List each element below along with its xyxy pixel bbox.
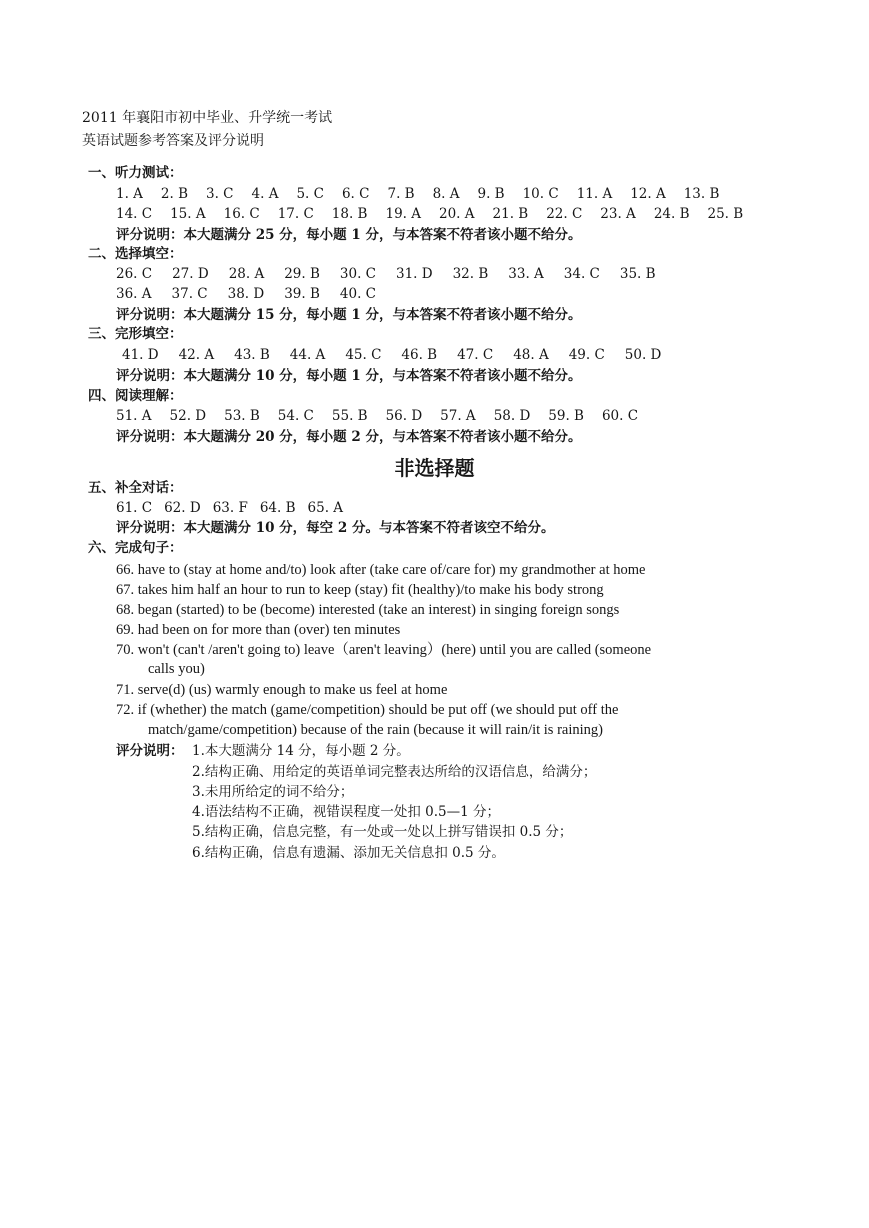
section-1-answers-row2 — [116, 204, 743, 224]
answer-item: 27. D — [172, 266, 209, 282]
answer-item: 14. C — [116, 206, 153, 222]
answer-item: 15. A — [170, 206, 206, 222]
sentence-72: 72. if (whether) the match (game/competition) should be put off (we should put off the — [116, 702, 619, 718]
answer-item: 23. A — [600, 206, 636, 222]
answer-item: 41. D — [122, 347, 159, 363]
rule-3: 3.未用所给定的词不给分； — [192, 784, 354, 800]
answer-item: 53. B — [224, 408, 260, 424]
answer-item: 20. A — [439, 206, 475, 222]
section-6-note-label: 评分说明： — [116, 743, 184, 759]
answer-item: 19. A — [385, 206, 421, 222]
answer-item: 63. F — [212, 500, 248, 516]
answer-item: 4. A — [251, 186, 279, 202]
answer-item: 49. C — [568, 347, 605, 363]
rule-5: 5.结构正确，信息完整，有一处或一处以上拼写错误扣 0.5 分； — [192, 824, 573, 840]
sentence-70-continued: calls you) — [148, 661, 205, 677]
rule-6: 6.结构正确，信息有遗漏、添加无关信息扣 0.5 分。 — [192, 845, 505, 861]
answer-item: 12. A — [630, 186, 666, 202]
answer-item: 3. C — [206, 186, 234, 202]
answer-item: 35. B — [619, 266, 656, 282]
sentence-71: 71. serve(d) (us) warmly enough to make us feel at home — [116, 682, 448, 698]
answer-item: 26. C — [116, 266, 153, 282]
answer-item: 34. C — [563, 266, 600, 282]
section-5-heading: 五、补全对话： — [88, 480, 183, 496]
document-subtitle: 英语试题参考答案及评分说明 — [82, 133, 264, 149]
answer-item: 13. B — [683, 186, 720, 202]
section-1-note: 评分说明：本大题满分 25 分，每小题 1 分，与本答案不符者该小题不给分。 — [116, 227, 582, 243]
answer-item: 54. C — [277, 408, 314, 424]
answer-item: 2. B — [160, 186, 189, 202]
answer-item: 11. A — [576, 186, 613, 202]
section-1-heading: 一、听力测试： — [88, 165, 183, 181]
answer-item: 59. B — [548, 408, 584, 424]
answer-item: 43. B — [234, 347, 270, 363]
section-2-heading: 二、选择填空： — [88, 246, 183, 262]
answer-item: 47. C — [457, 347, 494, 363]
document-title: 2011 年襄阳市初中毕业、升学统一考试 — [82, 110, 333, 126]
answer-item: 28. A — [228, 266, 265, 282]
answer-item: 37. C — [171, 286, 208, 302]
section-3-heading: 三、完形填空： — [88, 326, 183, 342]
answer-item: 58. D — [493, 408, 531, 424]
sentence-69: 69. had been on for more than (over) ten minutes — [116, 622, 401, 638]
answer-item: 32. B — [452, 266, 489, 282]
rule-1: 1.本大题满分 14 分，每小题 2 分。 — [192, 743, 410, 759]
answer-item: 6. C — [341, 186, 370, 202]
sentence-66: 66. have to (stay at home and/to) look after (take care of/care for) my grandmother at home — [116, 562, 646, 578]
rule-2: 2.结构正确、用给定的英语单词完整表达所给的汉语信息，给满分； — [192, 764, 597, 780]
answer-item: 30. C — [339, 266, 376, 282]
section-1-answers-row1 — [116, 184, 719, 204]
answer-item: 62. D — [164, 500, 201, 516]
answer-item: 22. C — [546, 206, 583, 222]
section-6-heading: 六、完成句子： — [88, 540, 183, 556]
answer-item: 17. C — [277, 206, 314, 222]
answer-item: 38. D — [227, 286, 265, 302]
answer-item: 51. A — [116, 408, 152, 424]
section-5-note: 评分说明：本大题满分 10 分，每空 2 分。与本答案不符者该空不给分。 — [116, 520, 555, 536]
answer-item: 16. C — [223, 206, 260, 222]
section-2-answers-row1 — [116, 264, 656, 284]
section-3-answers-row1 — [122, 345, 661, 365]
answer-item: 9. B — [477, 186, 505, 202]
answer-item: 44. A — [289, 347, 326, 363]
answer-item: 56. D — [385, 408, 423, 424]
answer-item: 48. A — [513, 347, 549, 363]
answer-item: 7. B — [387, 186, 415, 202]
answer-item: 39. B — [284, 286, 320, 302]
answer-item: 45. C — [345, 347, 382, 363]
answer-item: 65. A — [307, 500, 344, 516]
answer-item: 33. A — [508, 266, 544, 282]
nonchoice-title: 非选择题 — [394, 456, 475, 480]
section-4-note: 评分说明：本大题满分 20 分，每小题 2 分，与本答案不符者该小题不给分。 — [116, 429, 582, 445]
answer-item: 52. D — [169, 408, 207, 424]
answer-item: 1. A — [116, 186, 143, 202]
section-3-note: 评分说明：本大题满分 10 分，每小题 1 分，与本答案不符者该小题不给分。 — [116, 368, 582, 384]
answer-item: 57. A — [440, 408, 476, 424]
answer-item: 21. B — [492, 206, 529, 222]
answer-item: 25. B — [707, 206, 744, 222]
answer-item: 10. C — [522, 186, 559, 202]
answer-item: 18. B — [331, 206, 368, 222]
answer-item: 8. A — [432, 186, 460, 202]
sentence-70: 70. won't (can't /aren't going to) leave（aren't leaving）(here) until you are called (someone — [116, 642, 652, 658]
sentence-68: 68. began (started) to be (become) interested (take an interest) in singing foreign songs — [116, 602, 620, 618]
sentence-67: 67. takes him half an hour to run to keep (stay) fit (healthy)/to make his body strong — [116, 582, 604, 598]
answer-item: 40. C — [339, 286, 376, 302]
section-2-note: 评分说明：本大题满分 15 分，每小题 1 分，与本答案不符者该小题不给分。 — [116, 307, 582, 323]
answer-item: 31. D — [395, 266, 433, 282]
answer-item: 64. B — [259, 500, 296, 516]
section-5-answers-row1 — [116, 498, 343, 518]
rule-4: 4.语法结构不正确，视错误程度一处扣 0.5—1 分； — [192, 804, 501, 820]
answer-item: 61. C — [116, 500, 153, 516]
section-4-heading: 四、阅读理解： — [88, 388, 183, 404]
section-4-answers-row1 — [116, 406, 638, 426]
answer-item: 50. D — [624, 347, 662, 363]
answer-item: 60. C — [601, 408, 639, 424]
answer-item: 5. C — [296, 186, 324, 202]
answer-item: 55. B — [331, 408, 368, 424]
answer-item: 42. A — [178, 347, 215, 363]
answer-item: 36. A — [116, 286, 152, 302]
sentence-72-continued: match/game/competition) because of the rain (because it will rain/it is raining) — [148, 722, 603, 738]
answer-item: 29. B — [284, 266, 320, 282]
section-2-answers-row2 — [116, 284, 376, 304]
answer-item: 24. B — [653, 206, 690, 222]
answer-item: 46. B — [401, 347, 438, 363]
